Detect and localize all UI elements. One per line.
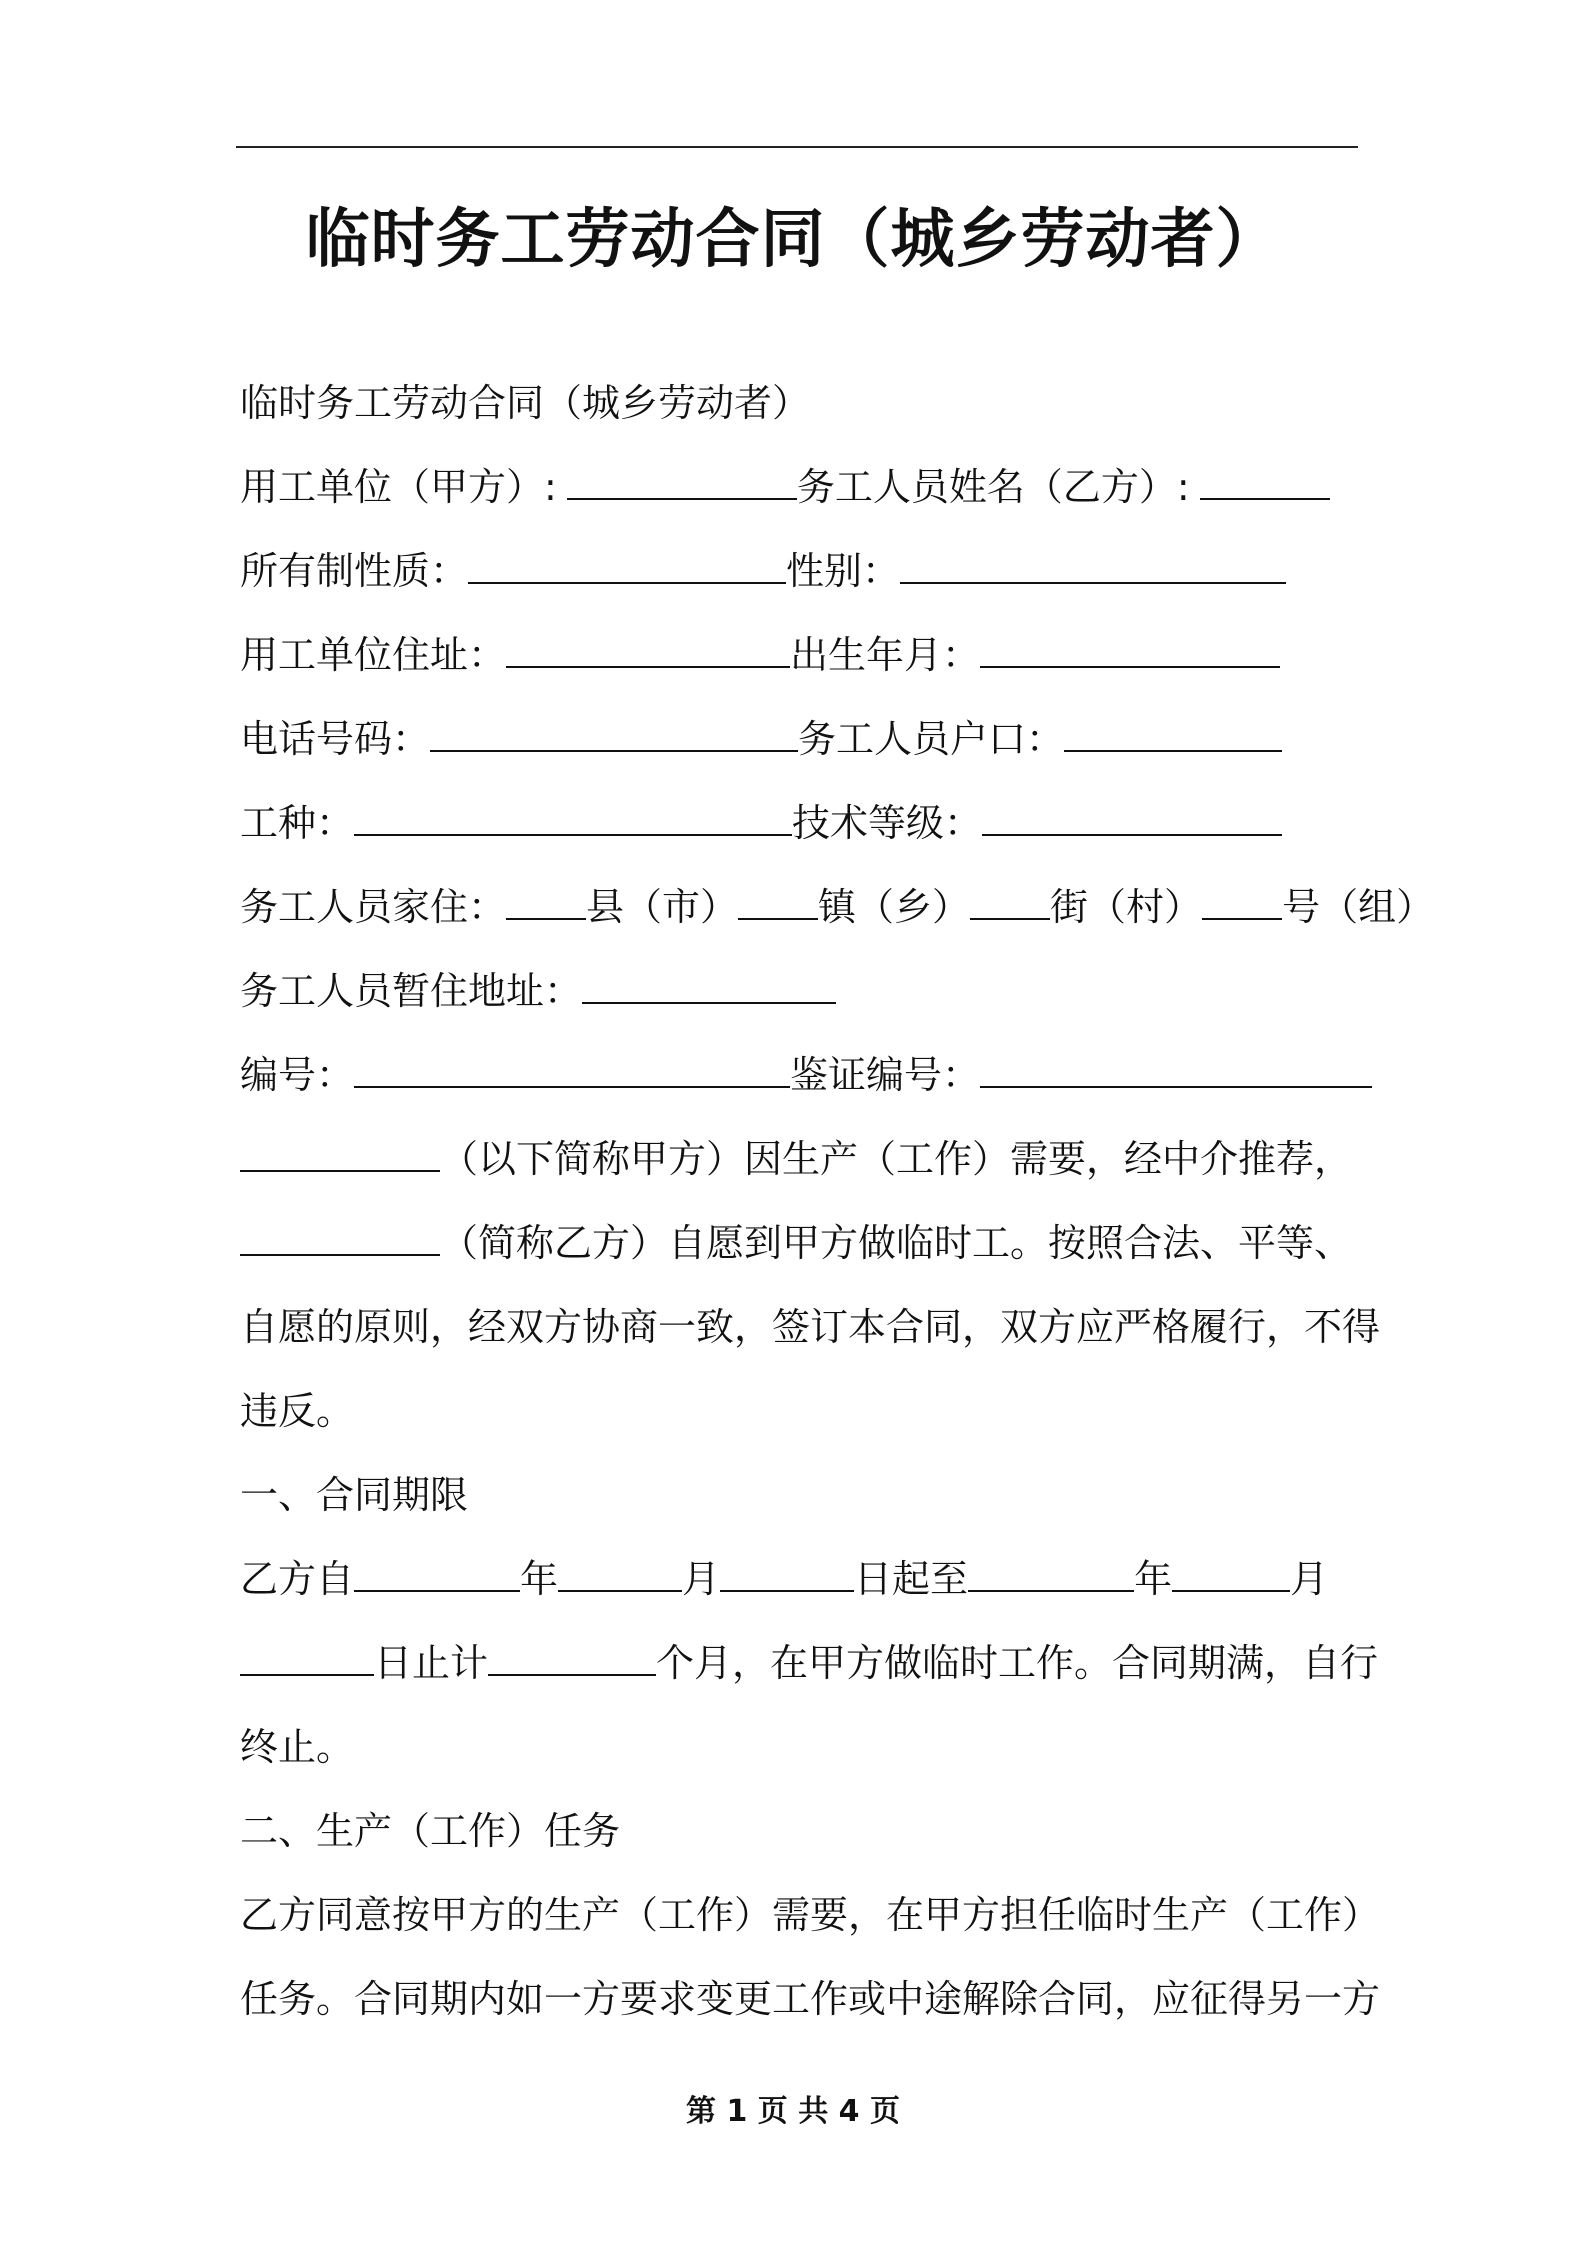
group-label: 号（组） [1282,885,1435,929]
county-blank [506,880,586,920]
header-rule [236,146,1358,148]
field-row-employer [240,460,1330,514]
year-label: 年 [520,1557,559,1601]
field-row-home [240,880,1434,934]
number-label: 编号： [240,1053,355,1097]
month-label: 月 [682,1557,721,1601]
field-row-ownership [240,544,1286,598]
party-b-blank [240,1216,440,1256]
temp-address-label: 务工人员暂住地址： [240,969,583,1013]
end-month-blank [1172,1552,1290,1592]
home-label: 务工人员家住： [240,885,507,929]
worker-name-blank [1200,460,1330,500]
town-label: 镇（乡） [818,885,971,929]
start-month-blank [558,1552,682,1592]
skill-level-blank [982,796,1282,836]
street-label: 街（村） [1050,885,1203,929]
field-row-job [240,796,1282,850]
employer-blank [567,460,797,500]
day-from-label: 日起至 [854,1557,969,1601]
field-row-address [240,628,1280,682]
employer-label: 用工单位（甲方）: [240,465,557,509]
end-year-label: 年 [1134,1557,1173,1601]
household-blank [1064,712,1282,752]
section-1-line-3: 终止。 [240,1725,355,1769]
county-label: 县（市） [586,885,739,929]
birth-blank [980,628,1280,668]
intro-text-1: （以下简称甲方）因生产（工作）需要，经中介推荐， [440,1137,1353,1181]
job-type-blank [354,796,792,836]
document-subtitle: 临时务工劳动合同（城乡劳动者） [240,381,811,425]
phone-label: 电话号码： [240,717,431,761]
section-2-heading: 二、生产（工作）任务 [240,1809,621,1853]
street-blank [970,880,1050,920]
ownership-blank [468,544,786,584]
cert-number-blank [980,1048,1372,1088]
employer-address-label: 用工单位住址： [240,633,507,677]
field-row-temp-address [240,964,836,1018]
worker-name-label: 务工人员姓名（乙方）: [796,465,1190,509]
intro-line-1 [240,1132,1352,1186]
skill-level-label: 技术等级： [792,801,983,845]
section-1-line-1 [240,1552,1328,1606]
document-title: 临时务工劳动合同（城乡劳动者） [305,203,1281,277]
intro-line-4: 违反。 [240,1389,355,1433]
months-blank [488,1636,656,1676]
number-blank [354,1048,790,1088]
term-rest-text: 个月，在甲方做临时工作。合同期满，自行 [656,1641,1379,1685]
section-1-heading: 一、合同期限 [240,1473,469,1517]
gender-blank [900,544,1286,584]
term-from-label: 乙方自 [240,1557,355,1601]
employer-address-blank [506,628,790,668]
field-row-number [240,1048,1372,1102]
temp-address-blank [582,964,836,1004]
cert-number-label: 鉴证编号： [790,1053,981,1097]
intro-text-2: （简称乙方）自愿到甲方做临时工。按照合法、平等、 [440,1221,1353,1265]
birth-label: 出生年月： [790,633,981,677]
gender-label: 性别： [786,549,901,593]
start-year-blank [354,1552,520,1592]
end-month-label: 月 [1290,1557,1329,1601]
start-day-blank [720,1552,854,1592]
end-year-blank [968,1552,1134,1592]
phone-blank [430,712,798,752]
day-until-label: 日止计 [374,1641,489,1685]
page-footer: 第 1 页 共 4 页 [686,2094,900,2129]
group-blank [1202,880,1282,920]
ownership-label: 所有制性质： [240,549,469,593]
end-day-blank [240,1636,374,1676]
household-label: 务工人员户口： [798,717,1065,761]
section-2-line-1: 乙方同意按甲方的生产（工作）需要，在甲方担任临时生产（工作） [240,1893,1381,1937]
party-a-blank [240,1132,440,1172]
intro-line-3: 自愿的原则，经双方协商一致，签订本合同，双方应严格履行，不得 [240,1305,1381,1349]
section-2-line-2: 任务。合同期内如一方要求变更工作或中途解除合同，应征得另一方 [240,1977,1381,2021]
job-type-label: 工种： [240,801,355,845]
field-row-phone [240,712,1282,766]
section-1-line-2 [240,1636,1378,1690]
intro-line-2 [240,1216,1352,1270]
town-blank [738,880,818,920]
